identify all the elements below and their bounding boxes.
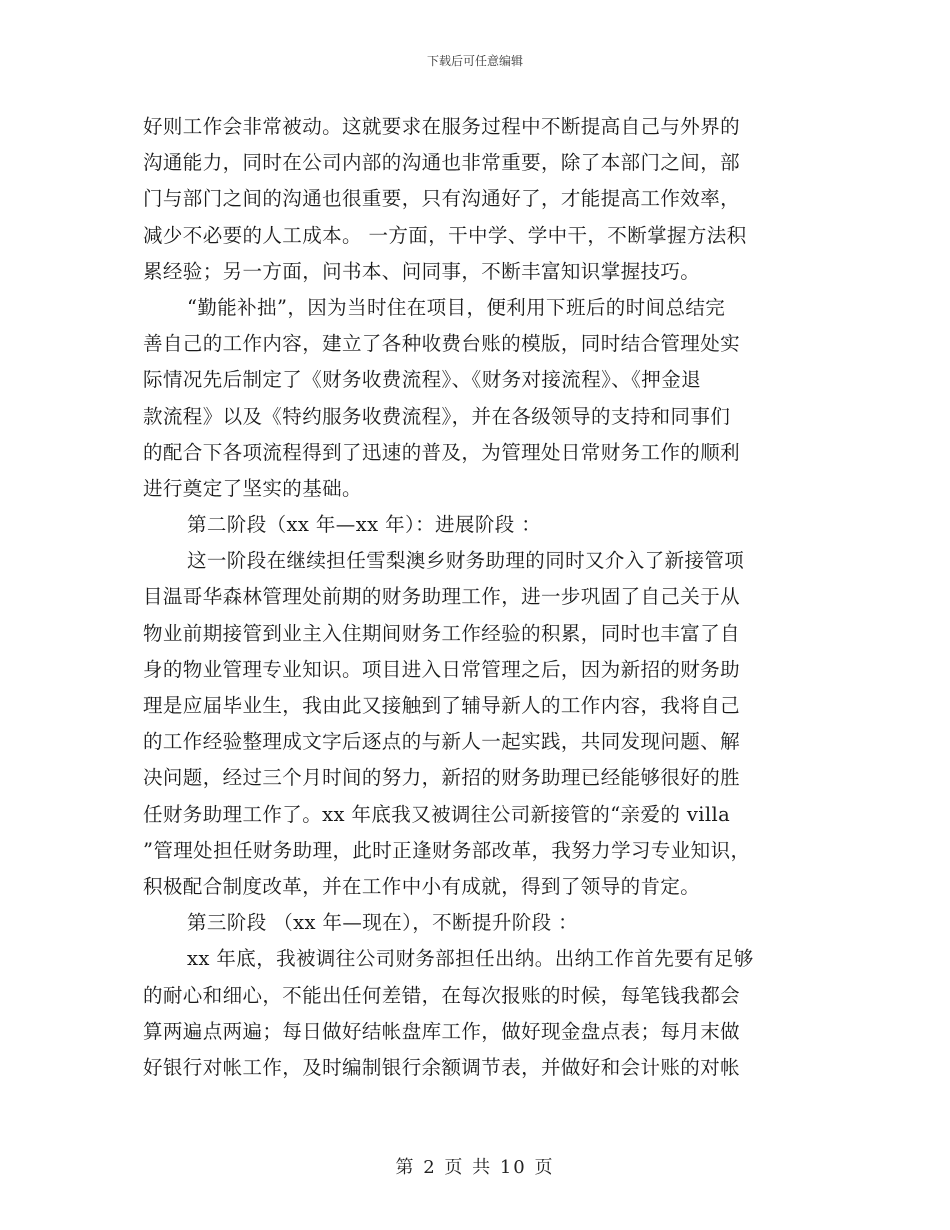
- text-line: 门与部门之间的沟通也很重要，只有沟通好了，才能提高工作效率，: [143, 187, 741, 211]
- text-line: 减少不必要的人工成本。 一方面，干中学、学中干，不断掌握方法积: [143, 223, 747, 247]
- text-line: 理是应届毕业生，我由此又接触到了辅导新人的工作内容，我将自己: [143, 694, 741, 717]
- text-line: xx 年底，我被调往公司财务部担任出纳。出纳工作首先要有足够: [187, 947, 754, 971]
- text-line: 决问题，经过三个月时间的努力，新招的财务助理已经能够很好的胜: [143, 766, 741, 790]
- text-line: 积极配合制度改革，并在工作中小有成就，得到了领导的肯定。: [143, 874, 701, 898]
- document-body: [143, 109, 803, 1086]
- text-line: 算两遍点两遍；每日做好结帐盘库工作，做好现金盘点表；每月末做: [143, 1019, 741, 1043]
- text-line: 物业前期接管到业主入住期间财务工作经验的积累，同时也丰富了自: [143, 621, 741, 645]
- text-line: 的工作经验整理成文字后逐点的与新人一起实践，共同发现问题、解: [143, 730, 741, 754]
- text-line: 这一阶段在继续担任雪梨澳乡财务助理的同时又介入了新接管项: [187, 549, 745, 573]
- text-line: 第二阶段（xx 年—xx 年）：进展阶段 ：: [187, 513, 542, 537]
- text-line: 的耐心和细心，不能出任何差错，在每次报账的时候，每笔钱我都会: [143, 983, 741, 1007]
- page-header: 下载后可任意编辑: [426, 54, 523, 68]
- text-line: 善自己的工作内容，建立了各种收费台账的模版，同时结合管理处实: [143, 332, 741, 356]
- text-line: 际情况先后制定了《财务收费流程》、《财务对接流程》、《押金退: [143, 368, 702, 392]
- text-line: 好则工作会非常被动。这就要求在服务过程中不断提高自己与外界的: [143, 115, 741, 138]
- text-line: 任财务助理工作了。xx 年底我又被调往公司新接管的“亲爱的 villa: [143, 802, 731, 826]
- text-line: 好银行对帐工作，及时编制银行余额调节表，并做好和会计账的对帐: [143, 1055, 741, 1079]
- text-line: 款流程》以及《特约服务收费流程》，并在各级领导的支持和同事们: [143, 404, 731, 428]
- text-line: ”管理处担任财务助理，此时正逢财务部改革，我努力学习专业知识，: [143, 838, 751, 862]
- text-line: 的配合下各项流程得到了迅速的普及，为管理处日常财务工作的顺利: [143, 440, 741, 464]
- page-footer: 第 2 页 共 10 页: [395, 1157, 555, 1178]
- text-line: 累经验；另一方面，问书本、问同事，不断丰富知识掌握技巧。: [143, 259, 701, 283]
- text-line: 沟通能力，同时在公司内部的沟通也非常重要，除了本部门之间，部: [143, 151, 741, 175]
- text-line: 进行奠定了坚实的基础。: [143, 476, 362, 500]
- text-line: 身的物业管理专业知识。项目进入日常管理之后，因为新招的财务助: [143, 657, 741, 681]
- text-line: “勤能补拙”，因为当时住在项目，便利用下班后的时间总结完: [187, 295, 726, 319]
- text-line: 第三阶段 （xx 年—现在），不断提升阶段 ：: [187, 911, 579, 935]
- text-line: 目温哥华森林管理处前期的财务助理工作，进一步巩固了自己关于从: [143, 585, 741, 609]
